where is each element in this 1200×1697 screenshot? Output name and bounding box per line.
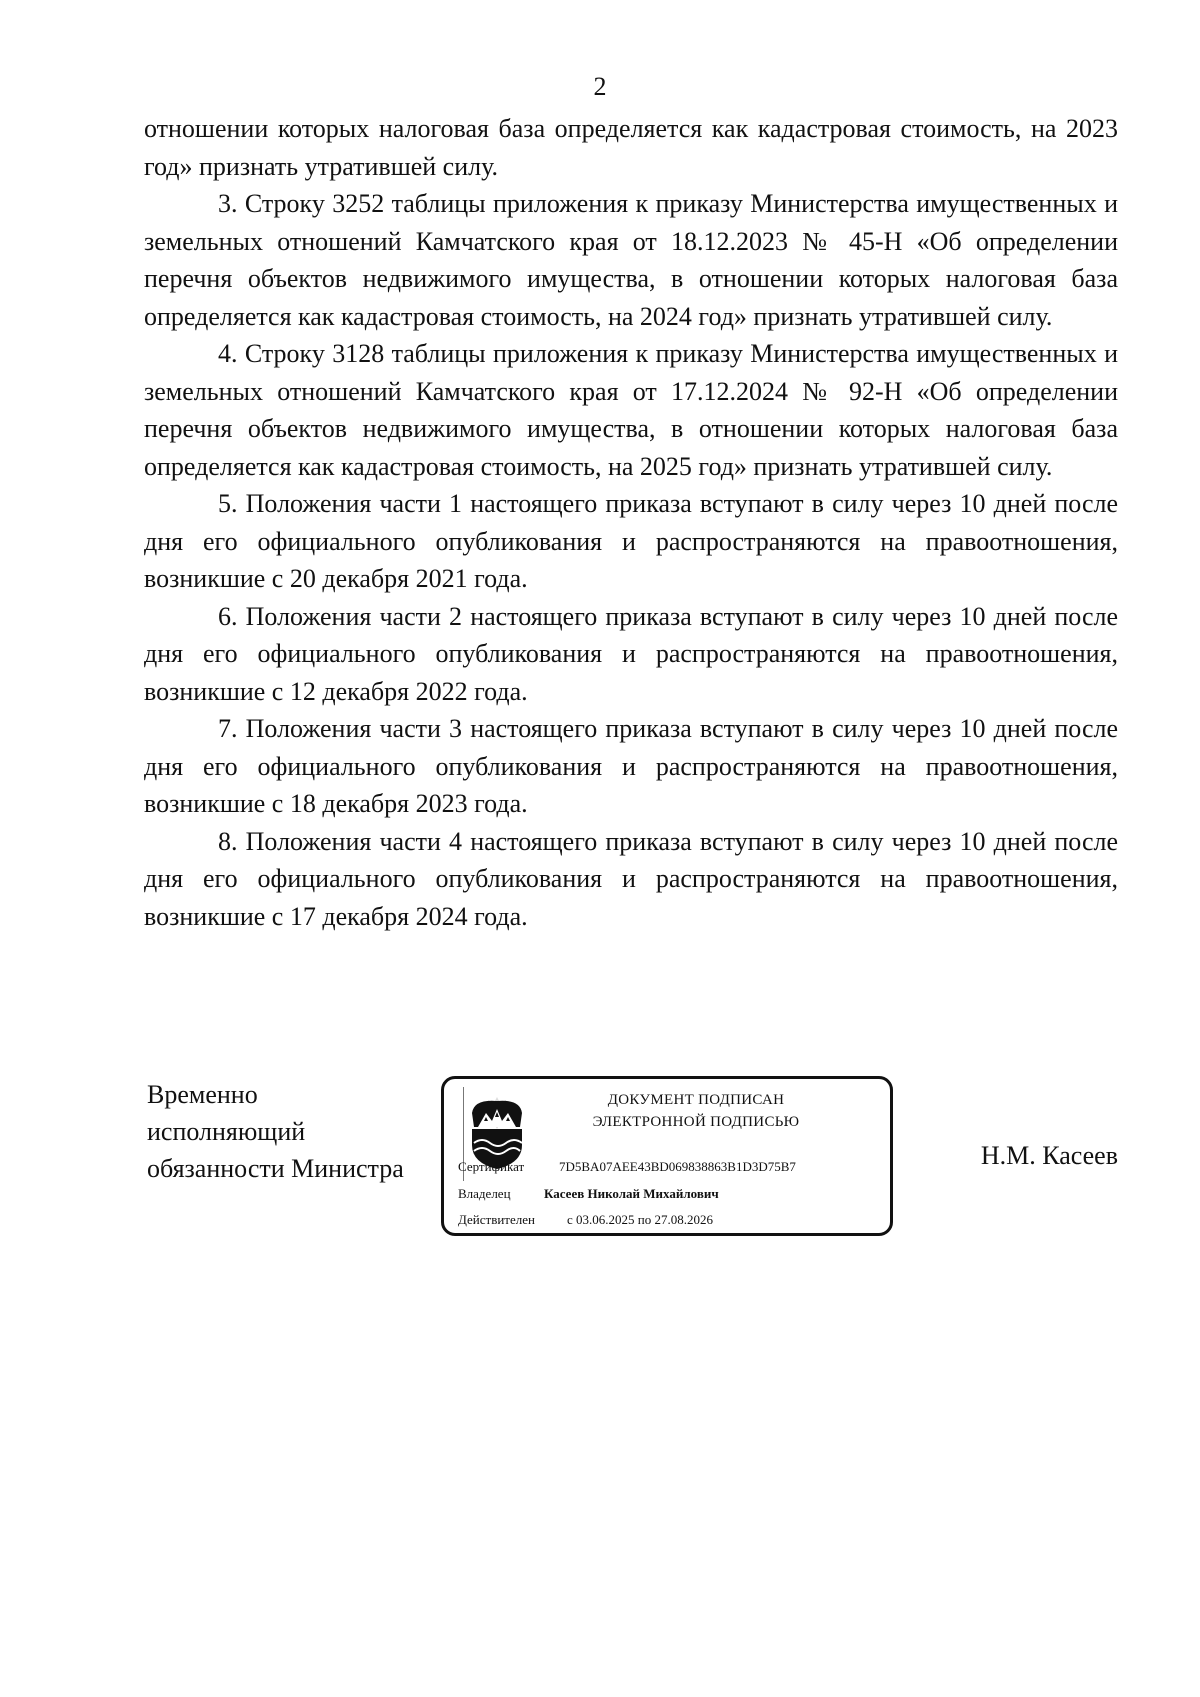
stamp-title-line-2: ЭЛЕКТРОННОЙ ПОДПИСЬЮ	[592, 1114, 800, 1130]
validity-row	[458, 1212, 713, 1228]
certificate-value: 7D5BA07AEE43BD069838863B1D3D75B7	[559, 1159, 796, 1174]
page-number: 2	[593, 72, 607, 101]
paragraph-item-5: 5. Положения части 1 настоящего приказа вступают в силу через 10 дней после дня его официального опубликования и распространяются на правоотношения, возникшие с 20 декабря 2021 года.	[144, 489, 1118, 593]
paragraph-continuation: отношении которых налоговая база определяется как кадастровая стоимость, на 2023 год» признать утратившей силу.	[144, 114, 1118, 181]
stamp-title-line-1: ДОКУМЕНТ ПОДПИСАН	[607, 1092, 785, 1108]
signatory-name: Н.М. Касеев	[980, 1141, 1118, 1170]
owner-value: Касеев Николай Михайлович	[544, 1186, 719, 1201]
owner-label: Владелец	[458, 1186, 511, 1201]
signatory-position	[147, 1076, 404, 1187]
electronic-signature-stamp	[441, 1076, 893, 1236]
paragraph-item-8: 8. Положения части 4 настоящего приказа вступают в силу через 10 дней после дня его официального опубликования и распространяются на правоотношения, возникшие с 17 декабря 2024 года.	[144, 826, 1118, 931]
paragraph-item-6: 6. Положения части 2 настоящего приказа вступают в силу через 10 дней после дня его официального опубликования и распространяются на правоотношения, возникшие с 12 декабря 2022 года.	[144, 601, 1118, 706]
paragraph-item-3: 3. Строку 3252 таблицы приложения к приказу Министерства имущественных и земельных отношений Камчатского края от 18.12.2023 № 45-Н «Об определении перечня объектов недвижимого имущества, в отношении которых налоговая база определяется как кадастровая стоимость, на 2024 год» признать утратившей силу.	[144, 189, 1118, 331]
stamp-title	[536, 1089, 856, 1133]
paragraph-item-4: 4. Строку 3128 таблицы приложения к приказу Министерства имущественных и земельных отношений Камчатского края от 17.12.2024 № 92-Н «Об определении перечня объектов недвижимого имущества, в отношении которых налоговая база определяется как кадастровая стоимость, на 2025 год» признать утратившей силу.	[144, 339, 1118, 481]
position-line-2: исполняющий	[147, 1117, 306, 1146]
validity-label: Действителен	[458, 1212, 535, 1227]
paragraph-item-7: 7. Положения части 3 настоящего приказа вступают в силу через 10 дней после дня его официального опубликования и распространяются на правоотношения, возникшие с 18 декабря 2023 года.	[144, 714, 1118, 818]
position-line-3: обязанности Министра	[147, 1154, 404, 1183]
position-line-1: Временно	[147, 1080, 258, 1109]
certificate-label: Сертификат	[458, 1159, 525, 1174]
certificate-row	[458, 1159, 796, 1175]
document-body	[144, 110, 1118, 935]
owner-row	[458, 1186, 719, 1202]
validity-value: с 03.06.2025 по 27.08.2026	[567, 1212, 713, 1227]
